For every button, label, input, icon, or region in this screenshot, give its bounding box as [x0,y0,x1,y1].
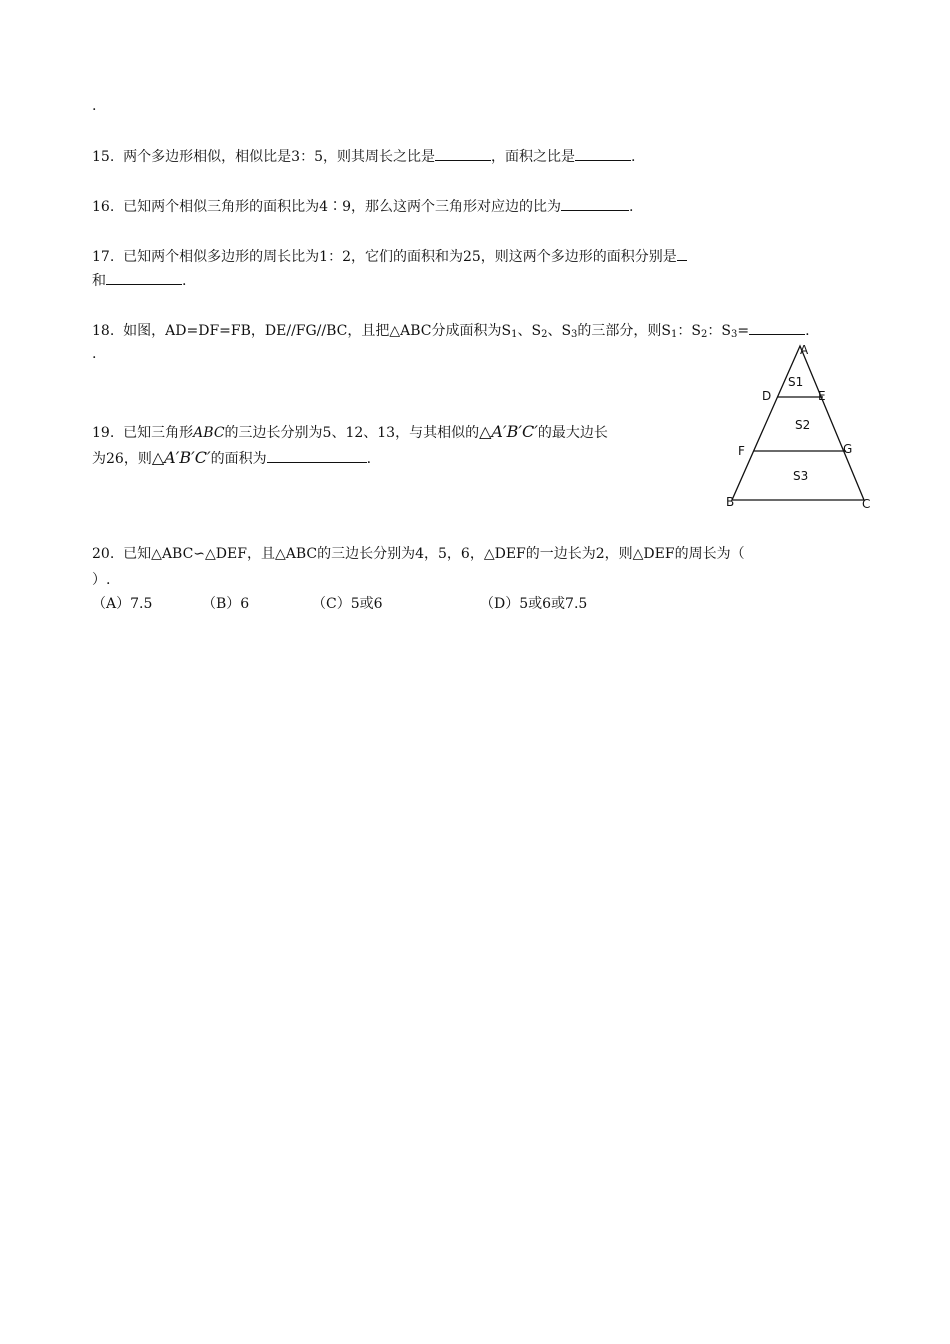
label-d: D [762,389,772,403]
label-e: E [818,389,826,403]
region-s3: S3 [793,469,809,483]
question-16 [92,196,633,217]
region-s1: S1 [788,375,804,389]
question-text: 已知两个相似多边形的周长比为1：2，它们的面积和为25，则这两个多边形的面积分别是 [123,249,677,265]
question-19 [92,422,608,443]
question-number: 20. [92,546,115,562]
label-f: F [738,444,745,458]
option-c[interactable]: （C）5或6 [312,596,383,612]
question-text: . [631,149,636,165]
label-g: G [843,442,853,456]
question-text: 如图，AD=DF=FB，DE//FG//BC，且把△ABC分成面积为 [123,323,502,339]
question-17-cont [92,270,186,291]
question-text: 的面积为 [210,451,267,467]
math-triangle: △A′B′C′ [151,448,211,467]
question-text: . [629,199,634,215]
label-b: B [726,495,735,509]
top-mark: . [92,98,97,114]
question-text: 两个多边形相似，相似比是3：5，则其周长之比是 [123,149,435,165]
question-text: 的最大边长 [537,425,608,441]
question-number: 15. [92,149,115,165]
math-abc: ABC [193,425,225,441]
question-17 [92,246,687,267]
question-text: 的三边长分别为5、12、13，与其相似的 [224,425,480,441]
answer-blank-area[interactable] [267,448,367,463]
answer-blank-area-2[interactable] [106,270,182,285]
option-b[interactable]: （B）6 [202,596,250,612]
answer-blank-area[interactable] [575,146,631,161]
question-number: 19. [92,425,115,441]
question-20-options [92,594,692,614]
question-text: 已知△ABC∽△DEF，且△ABC的三边长分别为4，5，6，△DEF的一边长为2，则△DEF的周长为（ [123,546,745,562]
question-text: . [366,451,372,467]
region-s2: S2 [795,418,811,432]
question-text: 已知两个相似三角形的面积比为4∶9，那么这两个三角形对应边的比为 [123,199,561,215]
question-text: . [182,273,187,289]
question-text: ）. [92,572,111,588]
triangle-figure [720,338,880,518]
question-15 [92,146,635,167]
question-text: 的三部分，则 [577,323,662,339]
answer-blank-ratio[interactable] [749,320,805,335]
answer-blank-ratio[interactable] [561,196,629,211]
question-number: 17. [92,249,115,265]
answer-blank-area-1[interactable] [677,246,687,261]
question-number: 18. [92,323,115,339]
answer-blank-perimeter[interactable] [435,146,491,161]
question-19-cont [92,448,371,469]
question-text: ，面积之比是 [491,149,575,165]
label-c: C [862,497,871,511]
label-a: A [800,343,809,357]
question-text: 为26，则 [92,451,152,467]
math-triangle: △A′B′C′ [479,422,538,441]
question-18: 18. 如图，AD=DF=FB，DE//FG//BC，且把△ABC分成面积为$S_1$、$S_2$、$S_3$的三部分，则$S_1$：$S_2$：$S_3=$ . [92,320,810,345]
question-text: 和 [92,273,106,289]
option-a[interactable]: （A）7.5 [92,596,153,612]
option-d[interactable]: （D）5或6或7.5 [480,596,588,612]
question-20 [92,544,745,564]
question-18-trailing: . [92,346,97,362]
question-20-cont [92,570,110,590]
question-number: 16. [92,199,115,215]
question-text: 已知三角形 [123,425,194,441]
